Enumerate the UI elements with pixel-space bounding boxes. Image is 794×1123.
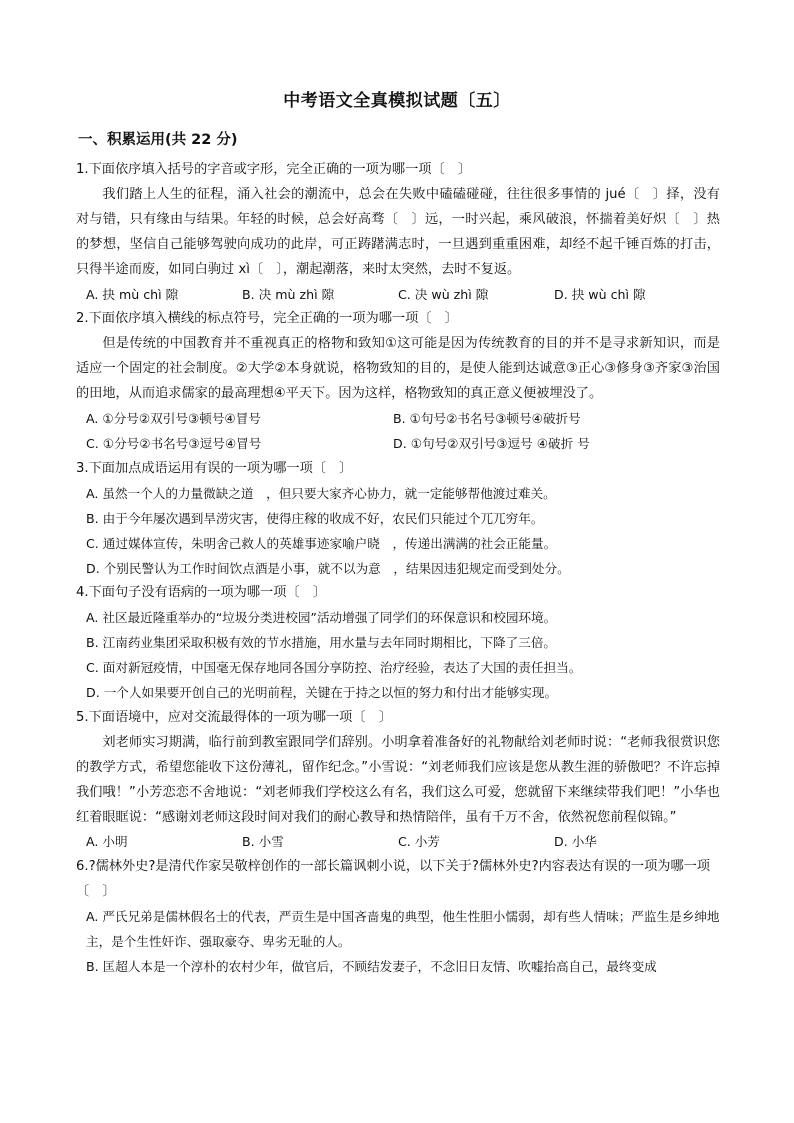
option-a: A. 严氏兄弟是儒林假名士的代表，严贡生是中国吝啬鬼的典型，他生性胆小懦弱，却有些人情味；严监生是乡绅地主，是个生性奸诈、强取豪夺、卑劣无耻的人。 xyxy=(86,909,720,950)
question-2-options-row1 xyxy=(76,407,720,432)
document-title: 中考语文全真模拟试题〔五〕 xyxy=(283,91,511,111)
question-6-stem: 6.?儒林外史?是清代作家吴敬梓创作的一部长篇讽刺小说，以下关于?儒林外史?内容表达有误的一项为哪一项〔 〕 xyxy=(76,859,711,900)
option-d: D. 抉 wù chì 隙 xyxy=(554,286,646,302)
option-a: A. 虽然一个人的力量微缺之道 ，但只要大家齐心协力，就一定能够帮他渡过难关。 xyxy=(86,485,556,501)
option-c: C. 通过媒体宣传，朱明舍己救人的英雄事迹家喻户晓 ，传递出满满的社会正能量。 xyxy=(86,535,557,551)
question-5-stem: 5.下面语境中，应对交流最得体的一项为哪一项〔 〕 xyxy=(76,709,392,725)
section-heading: 一、积累运用(共 22 分) xyxy=(78,132,238,148)
question-2-passage: 但是传统的中国教育并不重视真正的格物和致知①这可能是因为传统教育的目的并不是寻求新知识，而是适应一个固定的社会制度。②大学②本身就说，格物致知的目的，是使人能到达诚意③正心③修身③齐家③治国的田地，从而追求儒家的最高理想④平天下。因为这样，格物致知的真正意义便被埋没了。 xyxy=(76,336,720,402)
question-1-options xyxy=(76,283,720,308)
option-b: B. 决 mù zhì 隙 xyxy=(242,286,335,302)
option-d: D. ①句号②双引号③逗号 ④破折 号 xyxy=(393,435,590,451)
question-3-stem: 3.下面加点成语运用有误的一项为哪一项〔 〕 xyxy=(76,460,353,476)
question-1-stem: 1.下面依序填入括号的字音或字形，完全正确的一项为哪一项〔 〕 xyxy=(76,162,472,177)
option-a: A. 社区最近隆重举办的“垃圾分类进校园”活动增强了同学们的环保意识和校园环境。 xyxy=(86,610,557,626)
question-1-passage: 我们踏上人生的征程，涌入社会的潮流中，总会在失败中磕磕碰碰，往往很多事情的 jué〔 〕择，没有对与错，只有缘由与结果。年轻的时候，总会好高骛〔 〕远，一时兴起，乘风破浪，怀揣着美好炽〔 〕热的梦想，坚信自己能够驾驶向成功的此岸，可正踌躇满志时，一旦遇到重重困难，却经不起千锤百炼的打击，只得半途而废，如同白驹过 xì〔 〕，潮起潮落，来时太突然，去时不复返。 xyxy=(76,186,720,277)
option-b: B. ①句号②书名号③顿号④破折号 xyxy=(393,411,581,427)
option-d: D. 个别民警认为工作时间饮点酒是小事，就不以为意 ，结果因违犯规定而受到处分。 xyxy=(86,560,570,576)
option-b: B. 江南药业集团采取积极有效的节水措施，用水量与去年同时期相比，下降了三倍。 xyxy=(86,635,557,651)
question-2-stem: 2.下面依序填入横线的标点符号，完全正确的一项为哪一项〔 〕 xyxy=(76,311,458,327)
option-b: B. 匡超人本是一个淳朴的农村少年，做官后，不顾结发妻子，不念旧日友情、吹嘘抬高自己，最终变成 xyxy=(86,959,657,974)
option-c: C. 决 wù zhì 隙 xyxy=(398,286,489,302)
option-d: D. 小华 xyxy=(554,834,597,850)
question-5-options xyxy=(76,830,720,855)
option-d: D. 一个人如果要开创自己的光明前程，关键在于持之以恒的努力和付出才能够实现。 xyxy=(86,685,558,701)
option-c: C. ①分号②书名号③逗号④冒号 xyxy=(86,435,262,451)
option-a: A. 抉 mù chì 隙 xyxy=(86,286,179,302)
question-2-options-row2 xyxy=(76,432,720,457)
option-a: A. 小明 xyxy=(86,834,128,850)
option-b: B. 小雪 xyxy=(242,834,284,850)
option-a: A. ①分号②双引号③顿号④冒号 xyxy=(86,411,261,427)
question-5-passage: 刘老师实习期满，临行前到教室跟同学们辞别。小明拿着准备好的礼物献给刘老师时说：“老师我很赏识您的教学方式，希望您能收下这份薄礼，留作纪念。”小雪说：“刘老师我们应该是您从教生涯的骄傲吧？不许忘掉我们哦！”小芳恋恋不舍地说：“刘老师我们学校这么有名，我们这么可爱，您就留下来继续带我们吧！”小华也红着眼眶说：“感谢刘老师这段时间对我们的耐心教导和热情陪伴，虽有千万不舍，依然祝您前程似锦。” xyxy=(76,734,720,825)
option-b: B. 由于今年屡次遇到旱涝灾害，使得庄稼的收成不好，农民们只能过个兀兀穷年。 xyxy=(86,510,544,526)
option-c: C. 小芳 xyxy=(398,834,440,850)
question-4-stem: 4.下面句子没有语病的一项为哪一项〔 〕 xyxy=(76,585,326,601)
option-c: C. 面对新冠疫情，中国毫无保存地同各国分享防控、治疗经验，表达了大国的责任担当。 xyxy=(86,660,582,676)
question-content xyxy=(76,158,720,980)
